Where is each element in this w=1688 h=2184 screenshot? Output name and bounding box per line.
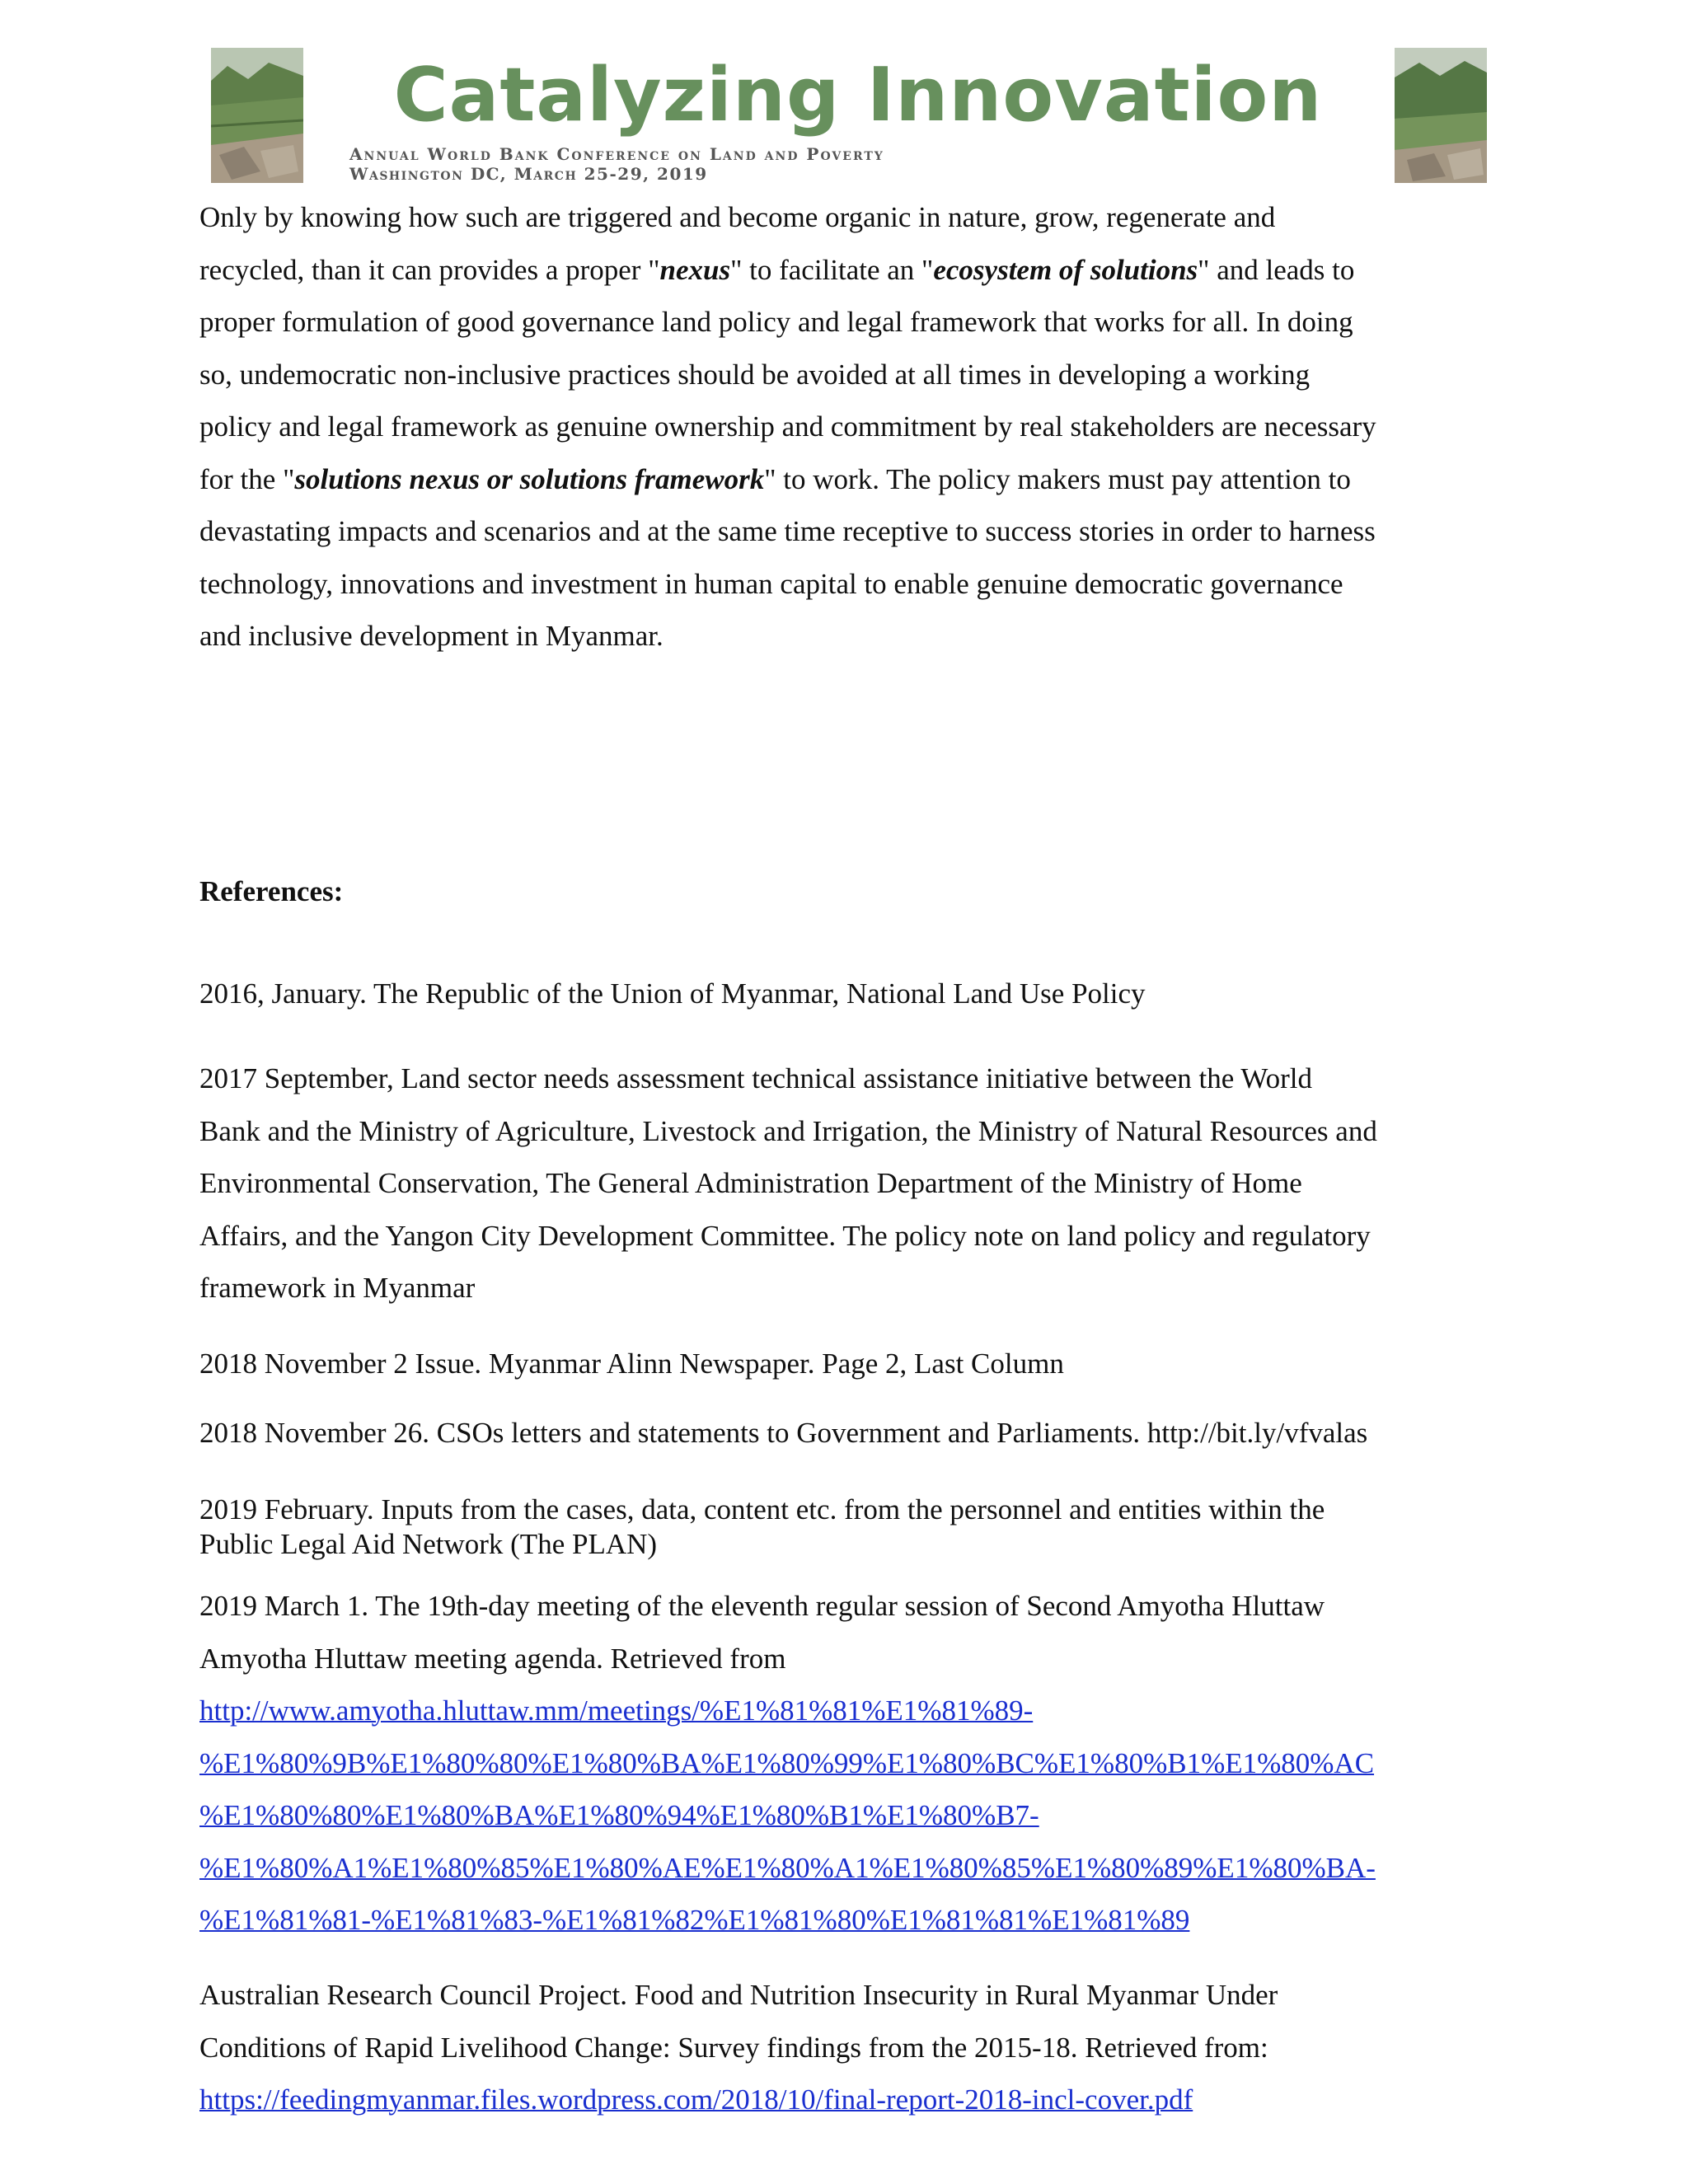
body-line: policy and legal framework as genuine ownership and commitment by real stakeholders are necessary [199, 410, 1376, 443]
emphasis-nexus: nexus [659, 253, 731, 286]
body-line: devastating impacts and scenarios and at the same time receptive to success stories in order to harness [199, 515, 1376, 547]
landscape-photo-right [1395, 48, 1487, 183]
body-paragraph [199, 191, 1461, 663]
emphasis-ecosystem-of-solutions: ecosystem of solutions [933, 253, 1198, 286]
body-line: technology, innovations and investment in human capital to enable genuine democratic governance [199, 567, 1343, 600]
emphasis-solutions-framework: solutions nexus or solutions framework [294, 462, 765, 495]
body-line: proper formulation of good governance land policy and legal framework that works for all. In doing [199, 306, 1353, 338]
body-line: recycled, than it can provides a proper "nexus" to facilitate an "ecosystem of solutions" and leads to [199, 253, 1355, 286]
body-line: and inclusive development in Myanmar. [199, 620, 663, 652]
body-line: Only by knowing how such are triggered and become organic in nature, grow, regenerate and [199, 201, 1276, 233]
references-heading: References: [199, 875, 344, 907]
conference-banner [211, 48, 1487, 186]
body-line: so, undemocratic non-inclusive practices should be avoided at all times in developing a working [199, 358, 1311, 391]
banner-subtitle-line-1: Annual World Bank Conference on Land and Poverty [349, 144, 884, 164]
banner-title: Catalyzing Innovation [393, 52, 1323, 138]
landscape-photo-left [211, 48, 303, 183]
reference-item: 2018 November 2 Issue. Myanmar Alinn Newspaper. Page 2, Last Column [199, 1347, 1064, 1380]
reference-item: Australian Research Council Project. Food and Nutrition Insecurity in Rural Myanmar Under Conditions of Rapid Livelihood Change: Survey findings from the 2015-18. Retrieved from: https://feedingmyanmar.files.wordpress.com/2018/10/final-report-2018-incl-cover.pdf [199, 1969, 1278, 2126]
body-text [199, 191, 1461, 663]
banner-subtitle [349, 144, 1339, 184]
reference-item: 2018 November 26. CSOs letters and statements to Government and Parliaments. http://bit.ly/vfvalas [199, 1417, 1368, 1449]
feeding-myanmar-report-link[interactable]: https://feedingmyanmar.files.wordpress.com/2018/10/final-report-2018-incl-cover.pdf [199, 2083, 1193, 2116]
amyotha-hluttaw-agenda-link[interactable]: http://www.amyotha.hluttaw.mm/meetings/%E1%81%81%E1%81%89- %E1%80%9B%E1%80%80%E1%80%BA%E1%80%99%E1%80%BC%E1%80%B1%E1%80%AC %E1%80%80%E1%80%BA%E1%80%94%E1%80%B1%E1%80%B7- %E1%80%A1%E1%80%85%E1%80%AE%E1%80%A1%E1%80%85%E1%80%89%E1%80%BA- %E1%81%81-%E1%81%83-%E1%81%82%E1%81%80%E1%81%81%E1%81%89 [199, 1694, 1376, 1936]
reference-item: 2017 September, Land sector needs assessment technical assistance initiative between the World Bank and the Ministry of Agriculture, Livestock and Irrigation, the Ministry of Natural Resources and Environmental Conservation, The General Administration Department of the Ministry of Home Affairs, and the Yangon City Development Committee. The policy note on land policy and regulatory framework in Myanmar [199, 1062, 1377, 1304]
banner-subtitle-line-2: Washington DC, March 25-29, 2019 [349, 164, 708, 184]
reference-item: 2019 March 1. The 19th-day meeting of the eleventh regular session of Second Amyotha Hluttaw Amyotha Hluttaw meeting agenda. Retrieved from http://www.amyotha.hluttaw.mm/meetings/%E1%81%81%E1%81%89- %E1%80%9B%E1%80%80%E1%80%BA%E1%80%99%E1%80%BC%E1%80%B1%E1%80%AC %E1%80%80%E1%80%BA%E1%80%94%E1%80%B1%E1%80%B7- %E1%80%A1%E1%80%85%E1%80%AE%E1%80%A1%E1%80%85%E1%80%89%E1%80%BA- %E1%81%81-%E1%81%83-%E1%81%82%E1%81%80%E1%81%81%E1%81%89 [199, 1580, 1376, 1947]
reference-item: 2019 February. Inputs from the cases, data, content etc. from the personnel and entities within the Public Legal Aid Network (The PLAN) [199, 1493, 1325, 1560]
reference-item: 2016, January. The Republic of the Union of Myanmar, National Land Use Policy [199, 977, 1146, 1010]
body-line: for the "solutions nexus or solutions framework" to work. The policy makers must pay attention to [199, 462, 1351, 495]
